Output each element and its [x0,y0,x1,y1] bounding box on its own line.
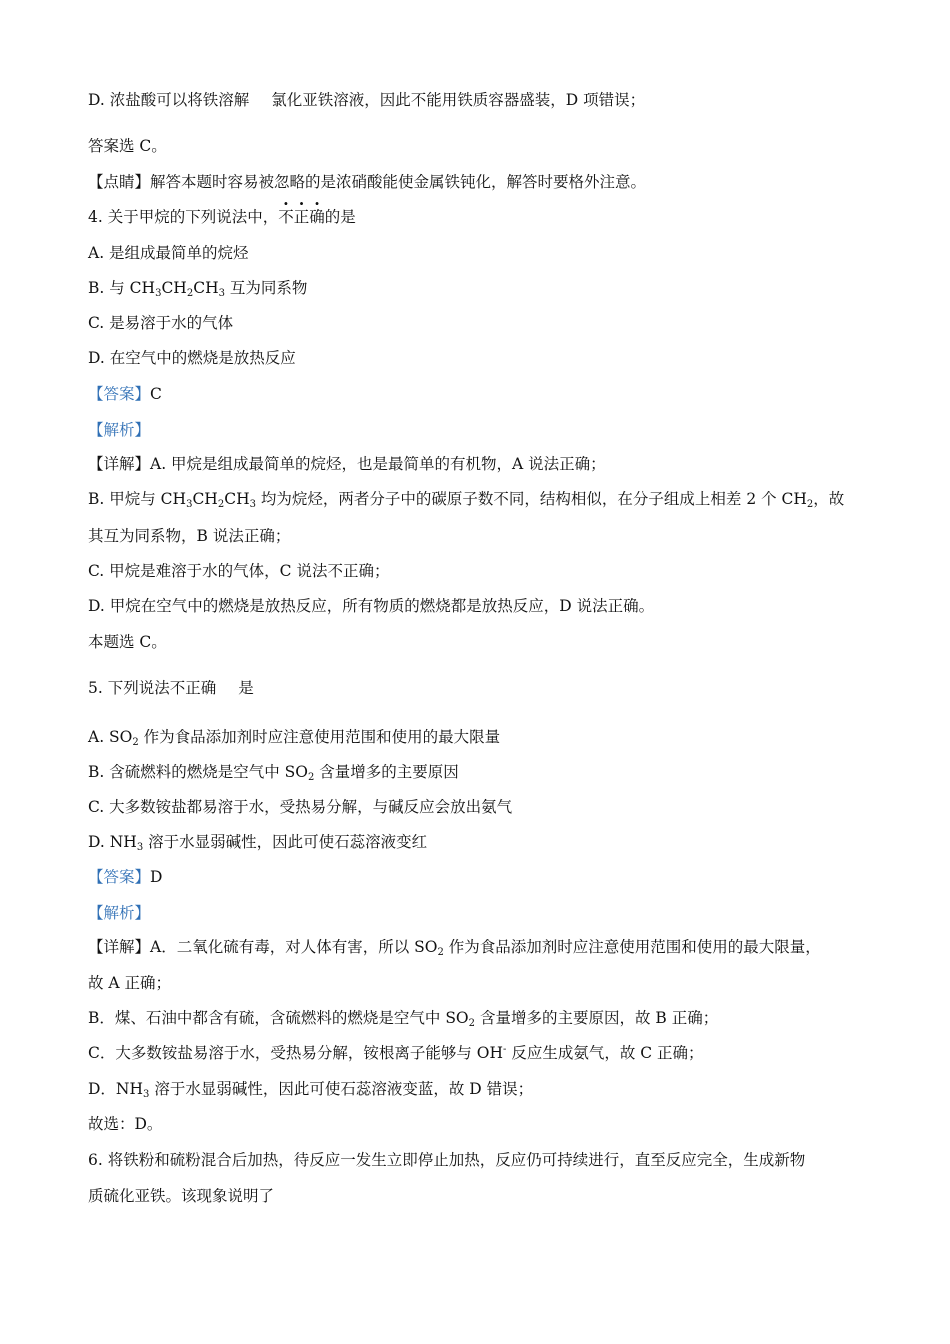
question-4-option-d: D. 在空气中的燃烧是放热反应 [88,349,296,367]
subscript: 2 [217,499,225,510]
text-segment: CH [224,490,250,508]
question-6-stem: 6. 将铁粉和硫粉混合后加热，待反应一发生立即停止加热，反应仍可持续进行，直至反应完全，生成新物 [88,1151,806,1169]
text-segment: D. 浓盐酸可以将铁溶解 [88,91,250,109]
text-line [88,90,645,110]
question-4-stem [88,207,356,227]
text-line: 本题选 C。 [88,633,167,651]
text-segment: CH [193,279,219,297]
subscript: 2 [468,1018,476,1029]
text-line: 故选：D。 [88,1115,163,1133]
text-segment: C．大多数铵盐易溶于水，受热易分解，铵根离子能够与 OH [88,1044,504,1062]
question-5-answer [88,867,162,887]
text-segment: B. 甲烷与 CH [88,490,187,508]
text-line: 故 A 正确； [88,974,172,992]
analysis-label: 【解析】 [88,421,151,439]
text-segment: 作为食品添加剂时应注意使用范围和使用的最大限量 [138,728,501,746]
text-line [88,1043,704,1063]
subscript: 3 [186,499,193,510]
text-segment: 作为食品添加剂时应注意使用范围和使用的最大限量， [443,938,821,956]
question-6-stem-cont: 质硫化亚铁。该现象说明了 [88,1187,275,1205]
text-segment: D．NH [88,1080,144,1098]
text-line [88,1008,718,1028]
text-segment: 是 [238,679,254,697]
question-5-option-b [88,762,459,782]
subscript: 2 [308,772,315,783]
subscript: 2 [806,499,814,510]
text-segment: 含量增多的主要原因，故 B 正确； [475,1009,719,1027]
text-line: D. 甲烷在空气中的燃烧是放热反应，所有物质的燃烧都是放热反应，D 说法正确。 [88,597,655,615]
superscript: - [503,1044,507,1055]
text-line: 其互为同系物，B 说法正确； [88,527,291,545]
subscript: 3 [218,288,225,299]
question-5-stem [88,678,254,698]
text-line: 【详解】A. 甲烷是组成最简单的烷烃，也是最简单的有机物，A 说法正确； [88,455,606,473]
subscript: 2 [437,947,444,958]
text-line [88,937,821,957]
subscript: 3 [136,842,144,853]
text-segment: 4. 关于甲烷的下列说法中， [88,208,279,226]
subscript: 3 [155,288,162,299]
text-segment: 互为同系物 [224,279,308,297]
answer-label: 【答案】 [88,868,151,886]
text-segment: 【详解】A．二氧化硫有毒，对人体有害，所以 SO [88,938,438,956]
answer-value: C [150,385,162,403]
text-segment: B. 与 CH [88,279,156,297]
answer-label: 【答案】 [88,385,151,403]
text-line [88,489,844,509]
text-segment: 5. 下列说法不正确 [88,679,217,697]
emphasis-char: 不 [278,208,294,226]
emphasis-char: 正 [293,208,310,226]
text-segment: 溶于水显弱碱性，因此可使石蕊溶液变蓝，故 D 错误； [149,1080,534,1098]
text-segment: 的是 [324,208,356,226]
question-5-option-d [88,832,427,852]
text-segment: 均为烷烃，两者分子中的碳原子数不同，结构相似，在分子组成上相差 2 个 CH [255,490,807,508]
text-segment: 氯化亚铁溶液，因此不能用铁质容器盛装，D 项错误； [271,91,646,109]
text-segment: A. SO [88,728,133,746]
text-segment: 含量增多的主要原因 [314,763,459,781]
question-4-option-a: A. 是组成最简单的烷烃 [88,244,249,262]
text-segment: B．煤、石油中都含有硫，含硫燃料的燃烧是空气中 SO [88,1009,469,1027]
analysis-label: 【解析】 [88,904,151,922]
text-segment: CH [192,490,218,508]
answer-value: D [150,868,163,886]
text-line [88,1079,533,1099]
text-segment: B. 含硫燃料的燃烧是空气中 SO [88,763,308,781]
emphasis-char: 确 [309,208,325,226]
text-line: 答案选 C。 [88,137,167,155]
text-segment: D. NH [88,833,137,851]
text-segment: CH [161,279,187,297]
text-segment: 溶于水显弱碱性，因此可使石蕊溶液变红 [143,833,428,851]
subscript: 2 [186,288,194,299]
text-segment: 反应生成氨气，故 C 正确； [506,1044,704,1062]
question-5-option-c: C. 大多数铵盐都易溶于水，受热易分解，与碱反应会放出氨气 [88,798,513,816]
question-4-option-c: C. 是易溶于水的气体 [88,314,234,332]
text-line: 【点睛】解答本题时容易被忽略的是浓硝酸能使金属铁钝化，解答时要格外注意。 [88,173,647,191]
question-5-option-a [88,727,500,747]
text-line: C. 甲烷是难溶于水的气体，C 说法不正确； [88,562,390,580]
subscript: 3 [249,499,256,510]
text-segment: ，故 [813,490,845,508]
question-4-option-b [88,278,307,298]
subscript: 2 [132,737,139,748]
subscript: 3 [143,1089,150,1100]
question-4-answer [88,384,162,404]
